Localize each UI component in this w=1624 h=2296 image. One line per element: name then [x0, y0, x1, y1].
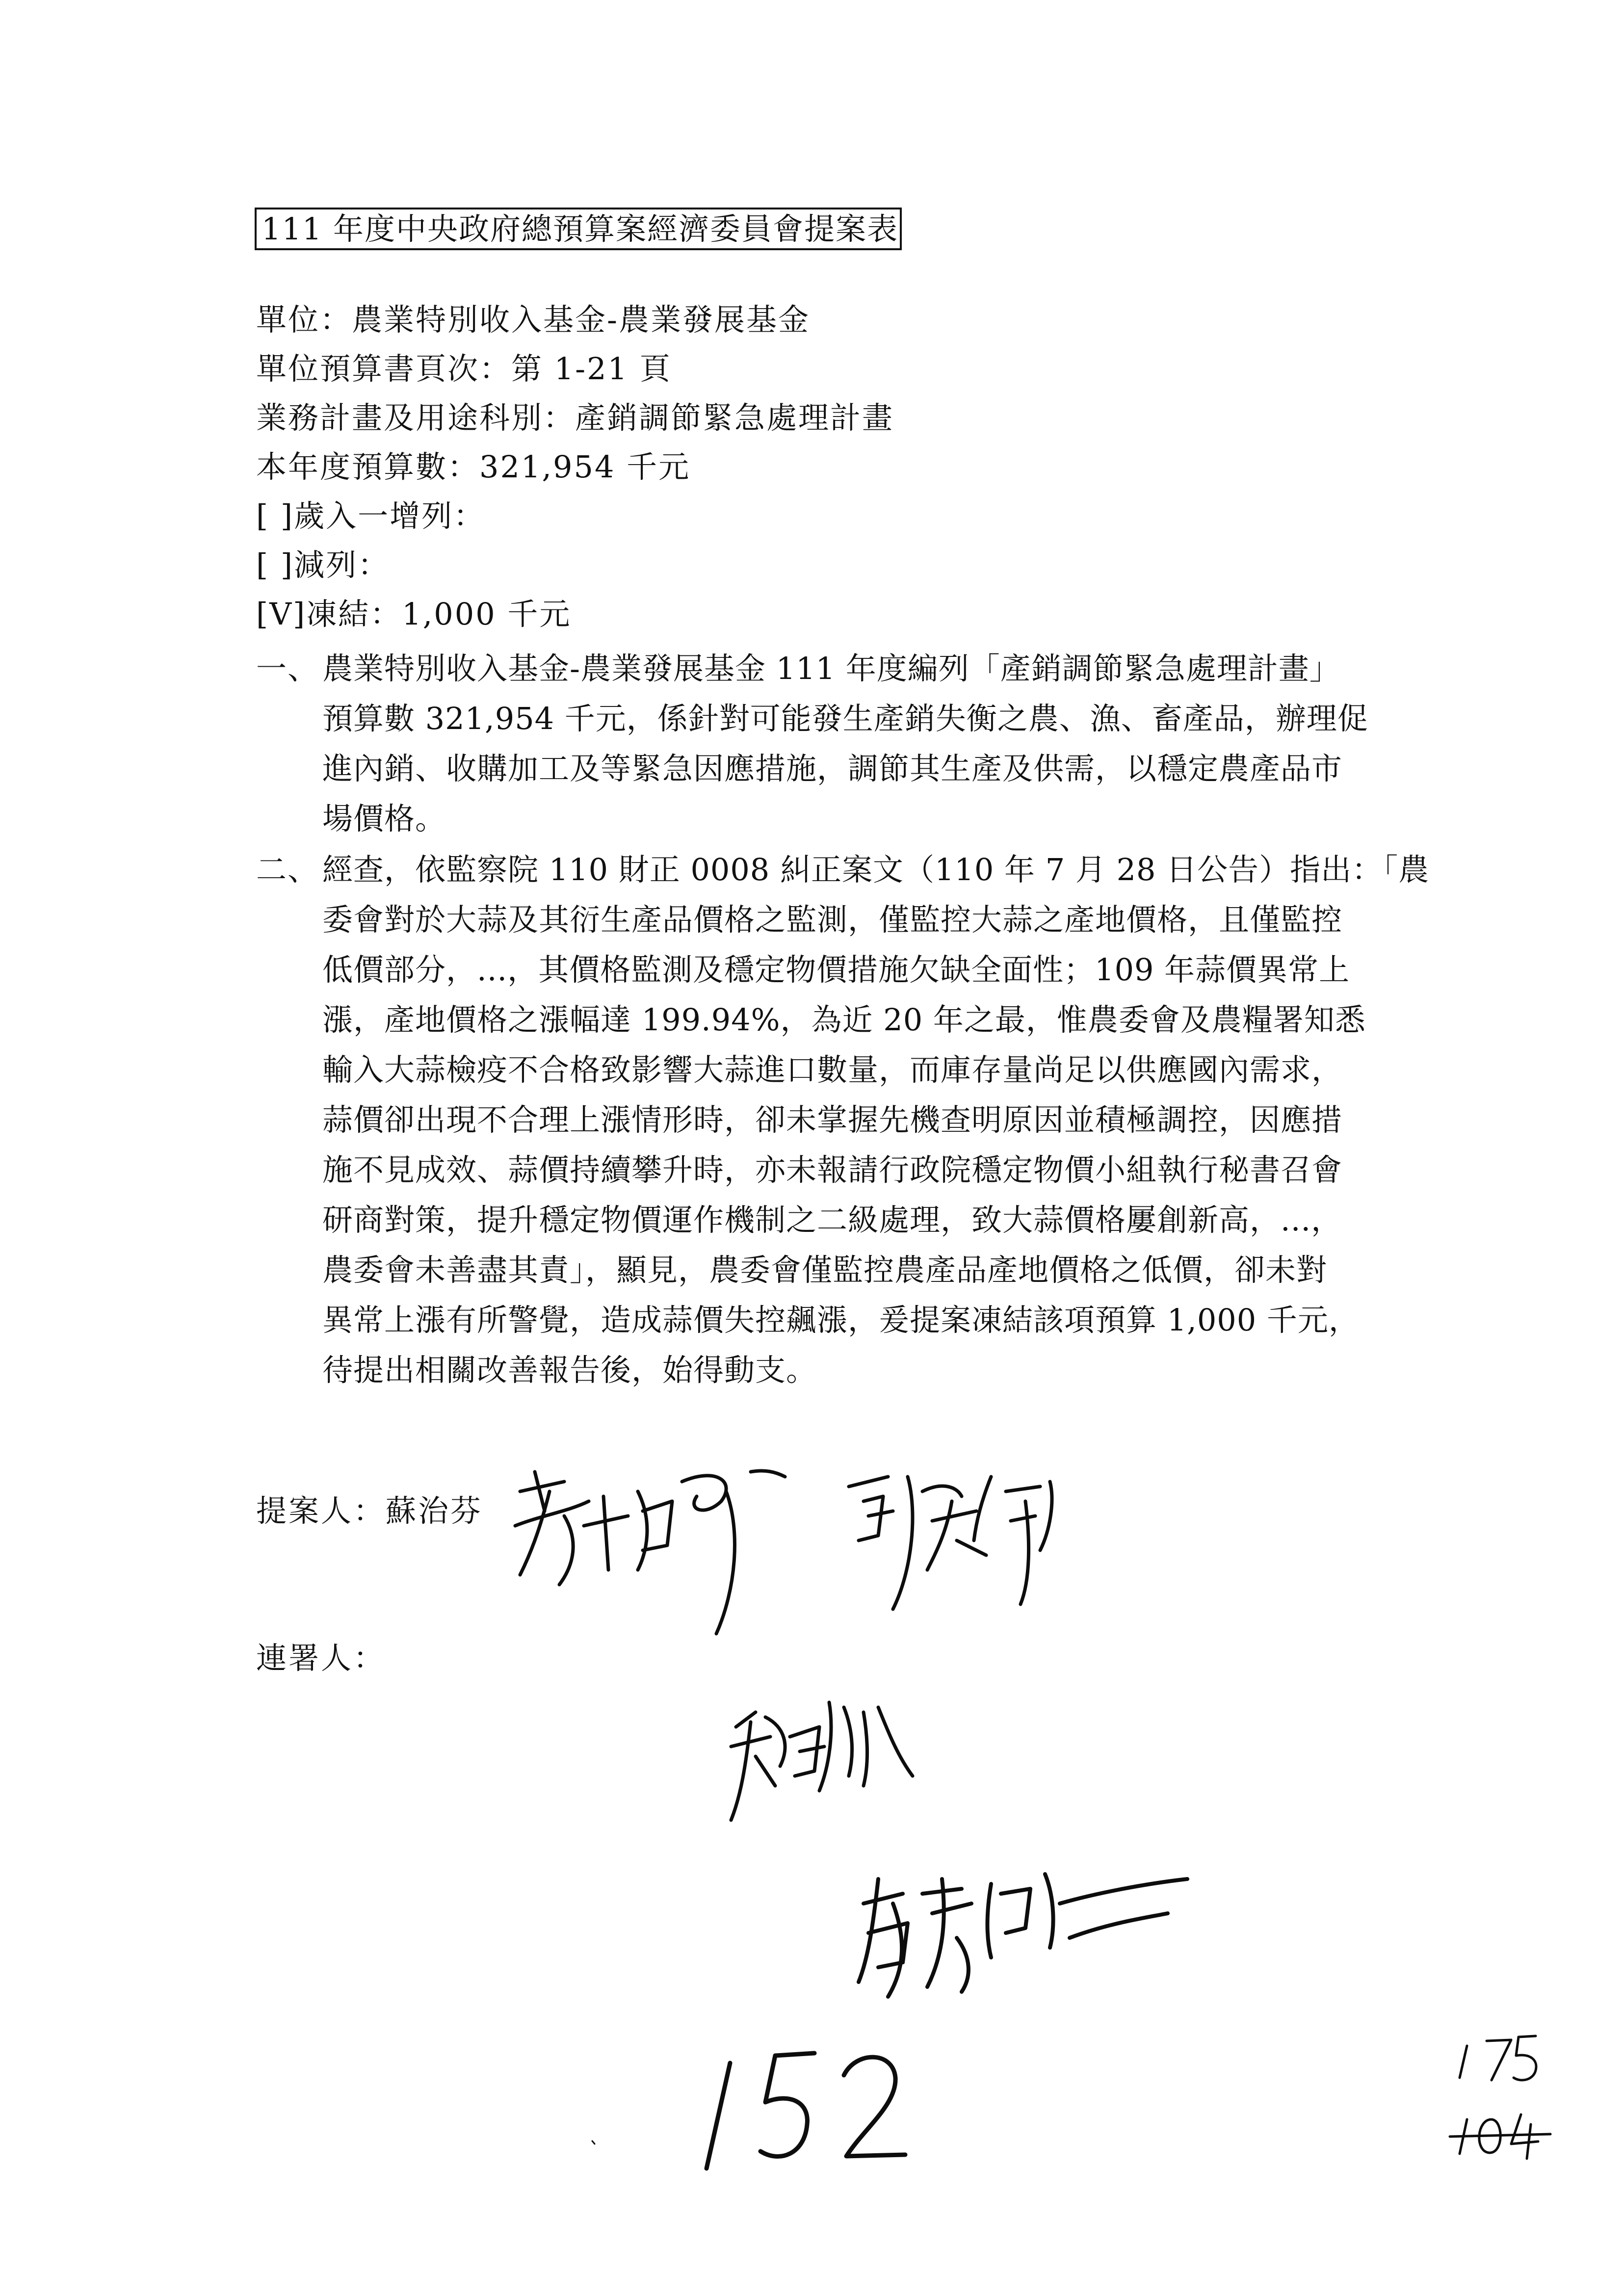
- signature-proposer: [515, 1471, 785, 1634]
- document-title: 111 年度中央政府總預算案經濟委員會提案表: [255, 208, 902, 250]
- signature-cosigner-3: [859, 1874, 1187, 1997]
- unit-line: 單位：農業特別收入基金-農業發展基金: [256, 302, 810, 338]
- option-freeze: [V]凍結：1,000 千元: [256, 596, 572, 632]
- paragraph-line: 異常上漲有所警覺，造成蒜價失控飆漲，爰提案凍結該項預算 1,000 千元，: [322, 1302, 1360, 1338]
- paragraph-line: 研商對策，提升穩定物價運作機制之二級處理，致大蒜價格屢創新高，...，: [322, 1202, 1342, 1238]
- plan-line: 業務計畫及用途科別：產銷調節緊急處理計畫: [256, 400, 894, 436]
- paragraph-line: 農業特別收入基金-農業發展基金 111 年度編列「產銷調節緊急處理計畫」: [322, 651, 1340, 686]
- paragraph-line: 施不見成效、蒜價持續攀升時，亦未報請行政院穩定物價小組執行秘書召會: [322, 1152, 1343, 1188]
- proposer-label: 提案人：蘇治芬: [256, 1493, 483, 1529]
- paragraph-line: 經查，依監察院 110 財正 0008 糾正案文（110 年 7 月 28 日公告）指出：「農: [322, 852, 1430, 887]
- struck-page-number: [1450, 2114, 1550, 2159]
- signature-cosigner-1: [849, 1477, 1052, 1609]
- budget-line: 本年度預算數：321,954 千元: [256, 449, 691, 485]
- handwritten-page-number: [707, 2053, 905, 2168]
- paragraph-line: 待提出相關改善報告後，始得動支。: [322, 1352, 817, 1388]
- paragraph-marker: 一、: [256, 651, 319, 686]
- paragraph-line: 預算數 321,954 千元，係針對可能發生產銷失衡之農、漁、畜產品，辦理促: [322, 701, 1368, 736]
- paragraph-marker: 二、: [256, 852, 319, 887]
- option-decrease: [ ]減列：: [256, 547, 390, 583]
- page-reference-line: 單位預算書頁次：第 1-21 頁: [256, 351, 672, 387]
- paragraph-line: 農委會未善盡其責」，顯見，農委會僅監控農產品產地價格之低價，卻未對: [322, 1252, 1328, 1288]
- cosigner-label: 連署人：: [256, 1640, 386, 1676]
- paragraph-line: 場價格。: [322, 801, 446, 836]
- paragraph-line: 蒜價卻出現不合理上漲情形時，卻未掌握先機查明原因並積極調控，因應措: [322, 1102, 1343, 1138]
- corner-page-number: [1460, 2036, 1536, 2080]
- paragraph-line: 低價部分，...，其價格監測及穩定物價措施欠缺全面性；109 年蒜價異常上: [322, 952, 1350, 988]
- paragraph-line: 漲，產地價格之漲幅達 199.94%，為近 20 年之最，惟農委會及農糧署知悉: [322, 1002, 1366, 1038]
- paragraph-line: 委會對於大蒜及其衍生產品價格之監測，僅監控大蒜之產地價格，且僅監控: [322, 902, 1343, 938]
- paragraph-line: 輸入大蒜檢疫不合格致影響大蒜進口數量，而庫存量尚足以供應國內需求，: [322, 1052, 1343, 1088]
- paragraph-line: 進內銷、收購加工及等緊急因應措施，調節其生產及供需，以穩定農產品市: [322, 751, 1343, 786]
- option-increase: [ ]歲入一增列：: [256, 498, 486, 534]
- signature-cosigner-2: [731, 1702, 913, 1820]
